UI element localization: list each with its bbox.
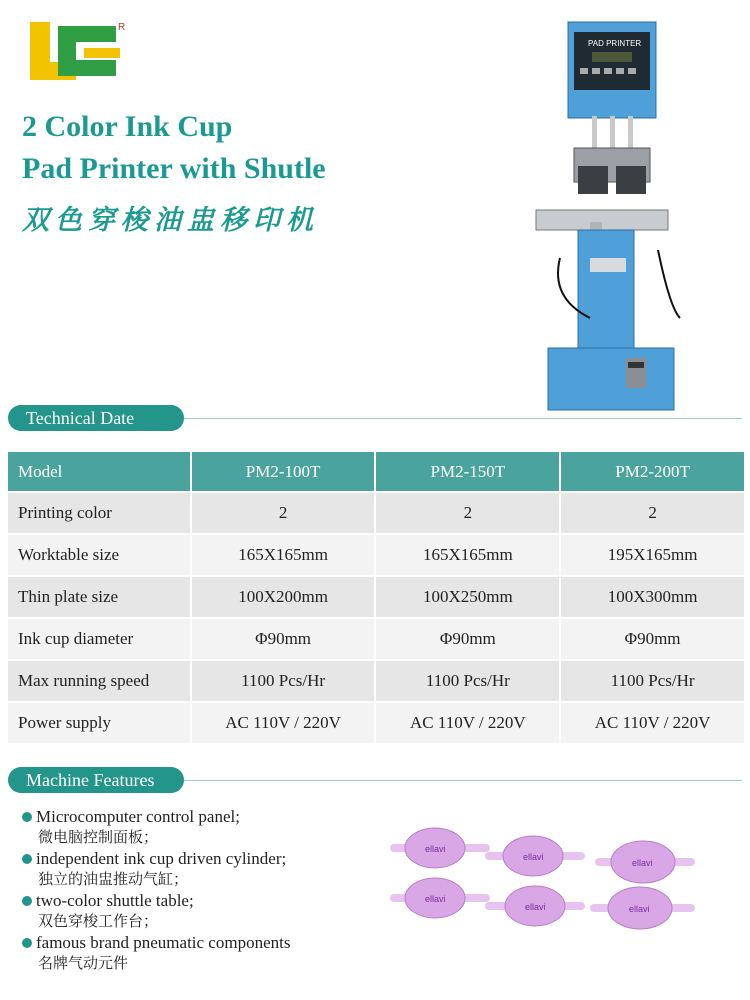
table-cell: AC 110V / 220V [191, 702, 376, 744]
row-label: Max running speed [7, 660, 191, 702]
table-cell: 2 [375, 492, 560, 534]
feature-english: two-color shuttle table; [36, 891, 194, 910]
registered-mark: R [118, 22, 126, 33]
title-chinese: 双色穿梭油盅移印机 [22, 205, 319, 236]
product-brand-label: ellavi [425, 894, 446, 904]
row-label: Printing color [7, 492, 191, 534]
table-header-cell: PM2-150T [375, 451, 560, 492]
table-cell: 195X165mm [560, 534, 745, 576]
table-header-cell: PM2-200T [560, 451, 745, 492]
feature-english: famous brand pneumatic components [36, 933, 291, 952]
table-cell: AC 110V / 220V [375, 702, 560, 744]
specifications-table [6, 450, 746, 745]
feature-chinese: 独立的油盅推动气缸； [38, 870, 189, 888]
table-cell: 165X165mm [375, 534, 560, 576]
product-item [595, 841, 695, 883]
table-row [7, 618, 745, 660]
section-title-technical: Technical Date [8, 405, 184, 431]
table-cell: 2 [560, 492, 745, 534]
product-item [485, 886, 585, 926]
table-row [7, 534, 745, 576]
table-row [7, 660, 745, 702]
row-label: Ink cup diameter [7, 618, 191, 660]
bullet-icon [22, 938, 32, 948]
table-cell: AC 110V / 220V [560, 702, 745, 744]
product-item [485, 836, 585, 876]
feature-item [22, 806, 362, 848]
table-cell: 100X300mm [560, 576, 745, 618]
feature-item [22, 848, 362, 890]
table-row [7, 576, 745, 618]
table-cell: Φ90mm [560, 618, 745, 660]
table-cell: Φ90mm [191, 618, 376, 660]
features-list [22, 806, 362, 974]
row-label: Worktable size [7, 534, 191, 576]
product-item [390, 878, 490, 918]
table-cell: 1100 Pcs/Hr [191, 660, 376, 702]
table-cell: 1100 Pcs/Hr [375, 660, 560, 702]
section-title-features: Machine Features [8, 767, 184, 793]
pad-printer-machine-image [530, 18, 695, 416]
feature-chinese: 双色穿梭工作台； [38, 912, 159, 930]
product-brand-label: ellavi [523, 852, 544, 862]
section-divider [184, 780, 742, 781]
product-brand-label: ellavi [425, 844, 446, 854]
table-cell: 100X250mm [375, 576, 560, 618]
product-item [590, 887, 695, 929]
row-label: Power supply [7, 702, 191, 744]
title-line-2: Pad Printer with Shutle [22, 152, 326, 185]
machine-panel-label: PAD PRINTER [588, 39, 642, 48]
table-cell: 2 [191, 492, 376, 534]
company-logo [24, 18, 124, 84]
table-cell: 100X200mm [191, 576, 376, 618]
product-brand-label: ellavi [525, 902, 546, 912]
table-cell: 165X165mm [191, 534, 376, 576]
feature-item [22, 890, 362, 932]
feature-english: Microcomputer control panel; [36, 807, 240, 826]
table-row [7, 492, 745, 534]
table-row [7, 702, 745, 744]
bullet-icon [22, 896, 32, 906]
product-brand-label: ellavi [632, 858, 653, 868]
bullet-icon [22, 854, 32, 864]
table-header-cell: PM2-100T [191, 451, 376, 492]
table-cell: 1100 Pcs/Hr [560, 660, 745, 702]
feature-english: independent ink cup driven cylinder; [36, 849, 287, 868]
table-header-row [7, 451, 745, 492]
bullet-icon [22, 812, 32, 822]
printed-products-image [385, 822, 705, 972]
product-item [390, 828, 490, 868]
table-cell: Φ90mm [375, 618, 560, 660]
feature-item [22, 932, 362, 974]
product-brand-label: ellavi [629, 904, 650, 914]
row-label: Thin plate size [7, 576, 191, 618]
table-header-cell: Model [7, 451, 191, 492]
feature-chinese: 名牌气动元件 [38, 954, 129, 972]
section-divider [184, 418, 742, 419]
title-line-1: 2 Color Ink Cup [22, 110, 233, 143]
feature-chinese: 微电脑控制面板； [38, 828, 159, 846]
